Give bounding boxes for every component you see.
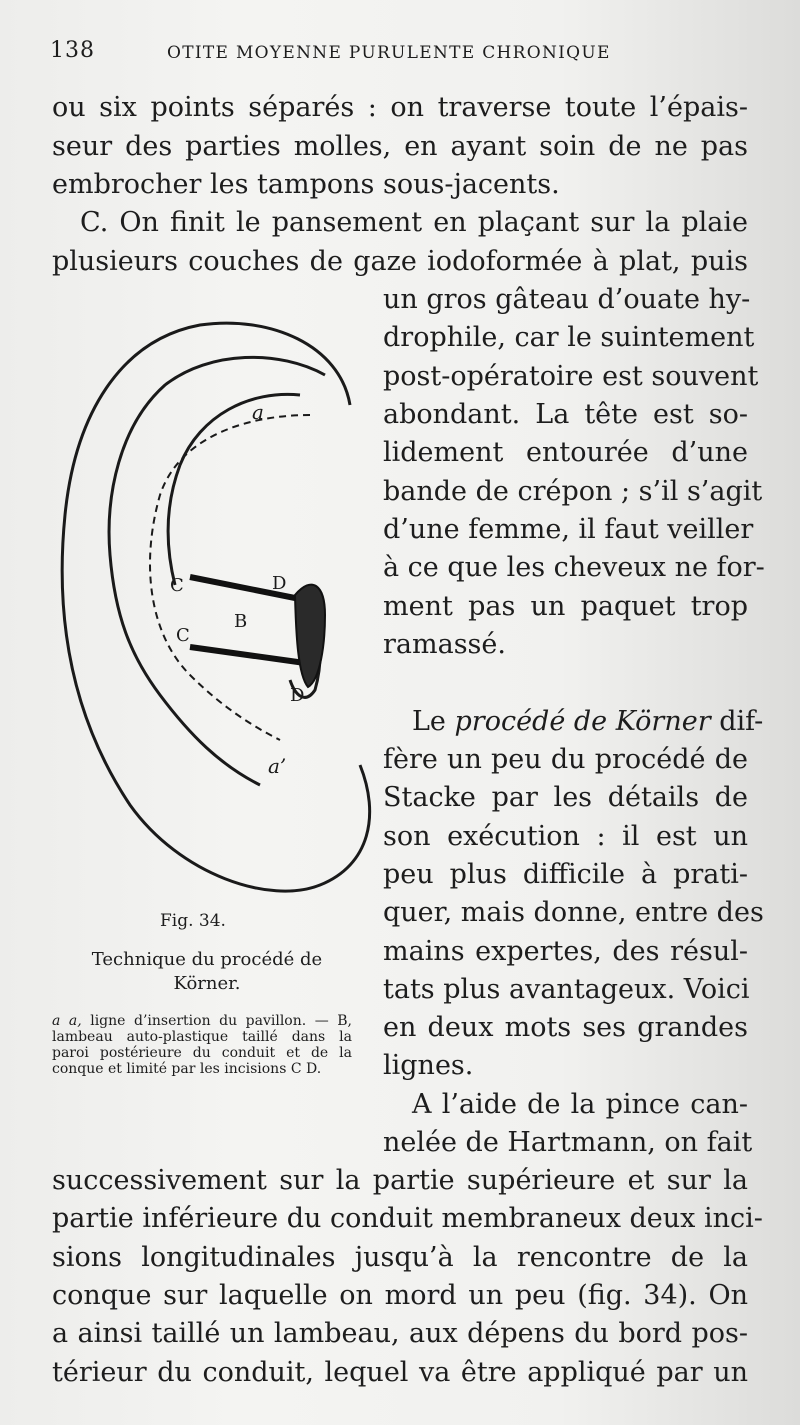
text-line: tats plus avantageux. Voici [383,974,750,1005]
label-b: B [234,611,248,632]
text-line: post-opératoire est souvent [383,361,759,392]
caption-line: Technique du procédé de [91,949,323,970]
text-line: ou six points séparés : on traverse toute l’épais- [52,92,748,123]
figure-legend [52,1013,352,1077]
text-line: lidement entourée d’une [383,437,748,468]
text-line: partie inférieure du conduit membraneux deux inci- [52,1203,763,1234]
flap-b [295,585,325,687]
label-d-lower: D [290,685,305,706]
text-line: A l’aide de la pince can- [412,1089,748,1120]
text-line: térieur du conduit, lequel va être appliqué par un [52,1357,748,1388]
text-line: plusieurs couches de gaze iodoformée à plat, puis [52,246,748,277]
antihelix-outline [109,357,325,785]
text-line: en deux mots ses grandes [383,1012,748,1043]
label-c-upper: C [170,575,184,596]
text-line: successivement sur la partie supérieure et sur la [52,1165,748,1196]
page-number: 138 [50,38,95,63]
page-header [50,38,750,74]
text-line: ment pas un paquet trop [383,591,748,622]
text-fragment: Le [412,706,455,737]
caption-line: Körner. [173,973,241,994]
text-line: lignes. [383,1050,474,1081]
figure-caption-title [52,948,362,996]
text-line: un gros gâteau d’ouate hy- [383,284,751,315]
text-line: à ce que les cheveux ne for- [383,552,765,583]
text-fragment: dif- [710,706,764,737]
upper-incision [190,577,305,600]
lower-incision [190,647,305,663]
text-line: son exécution : il est un [383,821,748,852]
figure-label: Fig. 34. [160,911,226,931]
label-c-lower: C [176,625,190,646]
legend-key: a a, [52,1013,82,1029]
legend-text: ligne d’insertion du pavillon. — B, lambeau auto-plastique taillé dans la paroi postérieure du conduit et de la conque et limité par les incisions C D. [52,1013,352,1077]
text-line: bande de crépon ; s’il s’agit [383,476,763,507]
text-line: abondant. La tête est so- [383,399,748,430]
text-line: ramassé. [383,629,506,660]
text-line: nelée de Hartmann, on fait [383,1127,753,1158]
text-line: C. On finit le pansement en plaçant sur la plaie [80,207,748,238]
text-line [412,706,764,737]
text-line: mains expertes, des résul- [383,936,748,967]
text-line: peu plus difficile à prati- [383,859,748,890]
label-a-bottom: a’ [268,754,287,778]
text-line: fère un peu du procédé de [383,744,748,775]
text-line: embrocher les tampons sous-jacents. [52,169,560,200]
ear-illustration [50,295,380,935]
label-a-top: a [252,400,264,424]
text-line: a ainsi taillé un lambeau, aux dépens du bord pos- [52,1318,748,1349]
text-line: d’une femme, il faut veiller [383,514,754,545]
text-line: quer, mais donne, entre des [383,897,764,928]
running-title: OTITE MOYENNE PURULENTE CHRONIQUE [167,43,611,63]
procedure-name: procédé de Körner [454,706,711,737]
text-line: seur des parties molles, en ayant soin de ne pas [52,131,748,162]
text-line: conque sur laquelle on mord un peu (fig. 34). On [52,1280,748,1311]
text-line: sions longitudinales jusqu’à la rencontre de la [52,1242,748,1273]
text-line: drophile, car le suintement [383,322,755,353]
concha-outline [168,394,300,585]
label-d-upper: D [272,573,287,594]
text-line: Stacke par les détails de [383,782,748,813]
